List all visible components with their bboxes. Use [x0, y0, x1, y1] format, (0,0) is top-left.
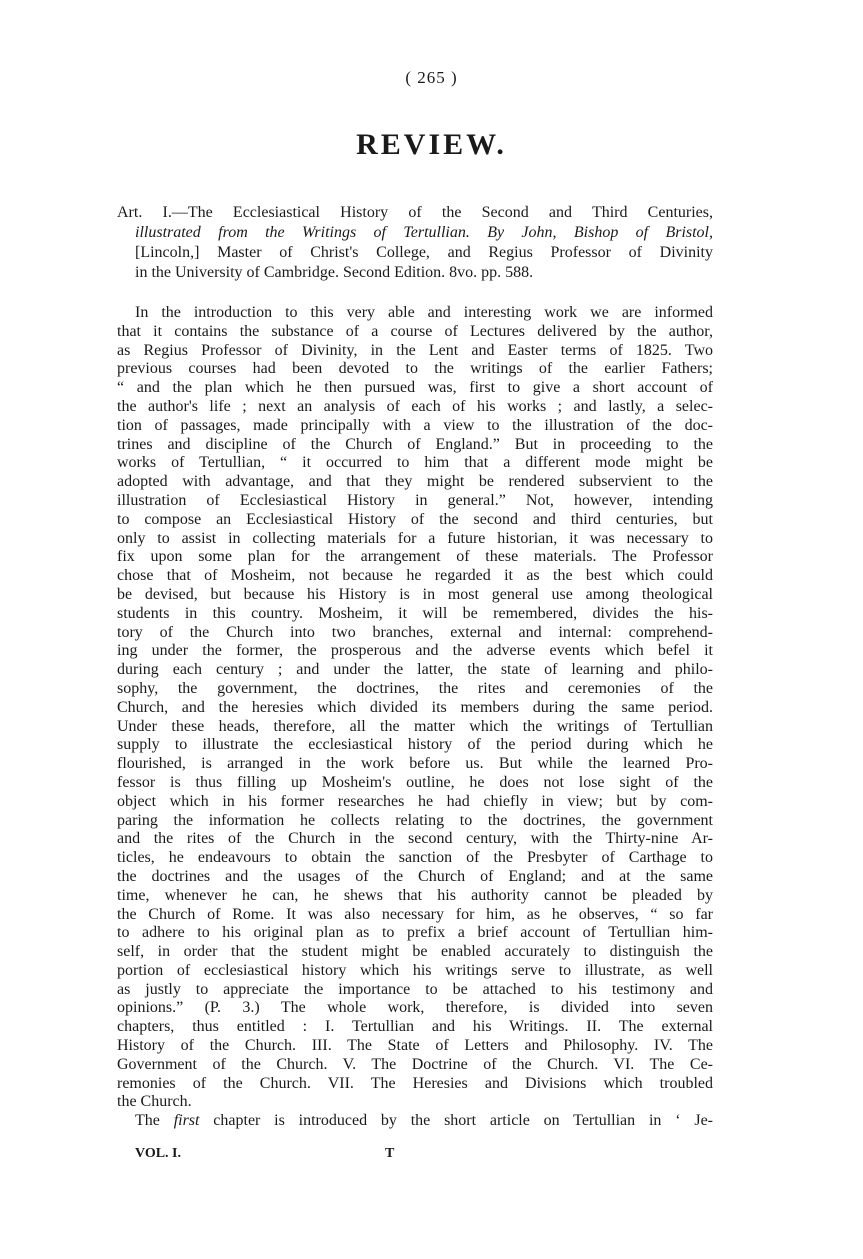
body-line: fix upon some plan for the arrangement of these materials. The Professor [117, 548, 713, 566]
body-line: the Church of Rome. It was also necessary for him, as he observes, “ so far [117, 905, 713, 923]
body-line: to compose an Ecclesiastical History of the second and third centuries, but [117, 510, 713, 528]
body-line: only to assist in collecting materials for a future historian, it was necessary to [117, 529, 713, 547]
closing-line-after: chapter is introduced by the short article on Tertullian in ‘ Je- [199, 1112, 714, 1130]
body-line: opinions.” (P. 3.) The whole work, therefore, is divided into seven [117, 999, 713, 1017]
body-line: Church, and the heresies which divided its members during the same period. [117, 698, 713, 716]
body-line: remonies of the Church. VII. The Heresies and Divisions which troubled [117, 1074, 713, 1092]
body-text [117, 304, 713, 1131]
body-line: portion of ecclesiastical history which his writings serve to illustrate, as well [117, 961, 713, 979]
body-line: be devised, but because his History is in most general use among theological [117, 585, 713, 603]
article-heading-line: [Lincoln,] Master of Christ's College, and Regius Professor of Divinity [135, 244, 713, 261]
body-line: object which in his former researches he had chiefly in view; but by com- [117, 792, 713, 810]
body-line: self, in order that the student might be enabled accurately to distinguish the [117, 943, 713, 961]
body-line: supply to illustrate the ecclesiastical history of the period during which he [117, 736, 713, 754]
body-line: as Regius Professor of Divinity, in the Lent and Easter terms of 1825. Two [117, 341, 713, 359]
body-line: the author's life ; next an analysis of each of his works ; and lastly, a selec- [117, 397, 713, 415]
article-heading [117, 203, 713, 283]
body-line: chose that of Mosheim, not because he regarded it as the best which could [117, 567, 713, 585]
volume-label: VOL. I. [135, 1146, 182, 1161]
page-number: ( 265 ) [405, 68, 458, 87]
article-heading-line [117, 223, 713, 243]
body-line: illustration of Ecclesiastical History in general.” Not, however, intending [117, 491, 713, 509]
body-line: tion of passages, made principally with a view to the illustration of the doc- [117, 416, 713, 434]
body-line: students in this country. Mosheim, it will be remembered, divides the his- [117, 604, 713, 622]
body-line: paring the information he collects relating to the doctrines, the government [117, 811, 713, 829]
body-line: time, whenever he can, he shews that his authority cannot be pleaded by [117, 886, 713, 904]
body-line: sophy, the government, the doctrines, the rites and ceremonies of the [117, 679, 713, 697]
body-line: Under these heads, therefore, all the matter which the writings of Tertullian [117, 717, 713, 735]
body-line: adopted with advantage, and that they might be rendered subservient to the [117, 473, 713, 491]
body-line: works of Tertullian, “ it occurred to him that a different mode might be [117, 454, 713, 472]
article-heading-italic: illustrated from the Writings of Tertullian. By John, Bishop of Bristol, [135, 224, 713, 241]
body-line: tory of the Church into two branches, external and internal: comprehend- [117, 623, 713, 641]
body-line: during each century ; and under the latter, the state of learning and philo- [117, 661, 713, 679]
body-line: the Church. [117, 1093, 192, 1111]
body-line: that it contains the substance of a course of Lectures delivered by the author, [117, 322, 713, 340]
body-line: fessor is thus filling up Mosheim's outline, he does not lose sight of the [117, 773, 713, 791]
body-line: the doctrines and the usages of the Church of England; and at the same [117, 867, 713, 885]
body-line: chapters, thus entitled : I. Tertullian and his Writings. II. The external [117, 1018, 713, 1036]
body-line: previous courses had been devoted to the writings of the earlier Fathers; [117, 360, 713, 378]
body-line: ing under the former, the prosperous and the adverse events which befel it [117, 642, 713, 660]
body-line: as justly to appreciate the importance to be attached to his testimony and [117, 980, 713, 998]
body-line: In the introduction to this very able and interesting work we are informed [135, 304, 713, 321]
body-line: ticles, he endeavours to obtain the sanction of the Presbyter of Carthage to [117, 849, 713, 867]
page-footer [135, 1146, 695, 1166]
body-line: and the rites of the Church in the second century, with the Thirty-nine Ar- [117, 830, 713, 848]
body-line: trines and discipline of the Church of England.” But in proceeding to the [117, 435, 713, 453]
article-heading-line: in the University of Cambridge. Second Edition. 8vo. pp. 588. [135, 264, 534, 281]
closing-line-italic: first [173, 1112, 200, 1130]
body-line: Government of the Church. V. The Doctrine of the Church. VI. The Ce- [117, 1055, 713, 1073]
page-title: REVIEW. [356, 128, 507, 161]
body-line-closing [117, 1112, 713, 1131]
body-line: History of the Church. III. The State of Letters and Philosophy. IV. The [117, 1037, 713, 1055]
body-line: “ and the plan which he then pursued was, first to give a short account of [117, 379, 713, 397]
body-line: flourished, is arranged in the work before us. But while the learned Pro- [117, 755, 713, 773]
article-heading-line: Art. I.—The Ecclesiastical History of the Second and Third Centuries, [117, 204, 713, 221]
body-line: to adhere to his original plan as to prefix a brief account of Tertullian him- [117, 924, 713, 942]
closing-line-before: The [135, 1112, 174, 1130]
signature-mark: T [385, 1146, 395, 1161]
